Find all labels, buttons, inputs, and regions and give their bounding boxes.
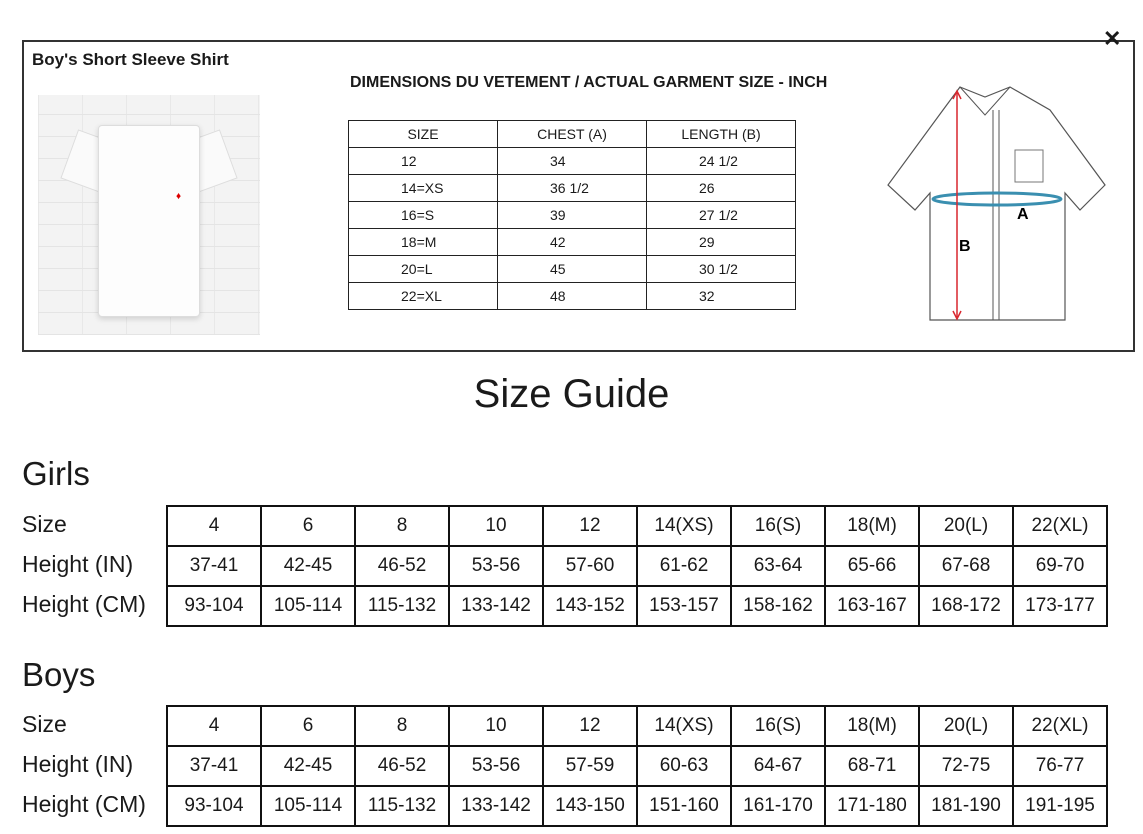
label-a: A xyxy=(1017,206,1029,223)
shirt-photo xyxy=(38,95,260,335)
table-cell: 6 xyxy=(261,706,355,746)
row-label: Size xyxy=(22,711,67,737)
table-cell: 37-41 xyxy=(167,746,261,786)
table-cell: 22=XL xyxy=(349,283,498,310)
table-cell: CHEST (A) xyxy=(498,121,647,148)
table-cell: 27 1/2 xyxy=(647,202,796,229)
table-row xyxy=(349,283,796,310)
table-cell: 68-71 xyxy=(825,746,919,786)
table-cell: 48 xyxy=(498,283,647,310)
table-cell: 57-60 xyxy=(543,546,637,586)
garment-size-heading: DIMENSIONS DU VETEMENT / ACTUAL GARMENT SIZE - INCH xyxy=(350,74,828,91)
table-cell: 39 xyxy=(498,202,647,229)
table-cell: 115-132 xyxy=(355,786,449,826)
table-row xyxy=(167,546,1107,586)
label-b: B xyxy=(959,238,971,255)
table-cell: 46-52 xyxy=(355,746,449,786)
shirt-measurement-diagram xyxy=(885,85,1110,325)
table-cell: 20(L) xyxy=(919,506,1013,546)
table-cell: 143-150 xyxy=(543,786,637,826)
table-cell: 4 xyxy=(167,706,261,746)
table-cell: 16=S xyxy=(349,202,498,229)
table-cell: 37-41 xyxy=(167,546,261,586)
row-label: Height (CM) xyxy=(22,591,146,617)
table-cell: 133-142 xyxy=(449,586,543,626)
table-cell: 12 xyxy=(349,148,498,175)
table-row xyxy=(349,202,796,229)
table-cell: 53-56 xyxy=(449,546,543,586)
table-cell: 133-142 xyxy=(449,786,543,826)
table-cell: 191-195 xyxy=(1013,786,1107,826)
table-cell: SIZE xyxy=(349,121,498,148)
table-cell: 30 1/2 xyxy=(647,256,796,283)
table-cell: 60-63 xyxy=(637,746,731,786)
table-cell: 63-64 xyxy=(731,546,825,586)
maple-leaf-icon: ♦ xyxy=(176,191,182,202)
table-cell: 53-56 xyxy=(449,746,543,786)
table-cell: 158-162 xyxy=(731,586,825,626)
table-cell: 42-45 xyxy=(261,546,355,586)
table-row xyxy=(167,506,1107,546)
table-cell: 29 xyxy=(647,229,796,256)
table-cell: 12 xyxy=(543,506,637,546)
section-title-boys: Boys xyxy=(22,656,96,693)
table-cell: 151-160 xyxy=(637,786,731,826)
table-cell: 64-67 xyxy=(731,746,825,786)
table-row xyxy=(167,786,1107,826)
table-cell: 36 1/2 xyxy=(498,175,647,202)
table-cell: LENGTH (B) xyxy=(647,121,796,148)
table-cell: 20=L xyxy=(349,256,498,283)
product-title: Boy's Short Sleeve Shirt xyxy=(32,50,229,69)
table-row xyxy=(349,175,796,202)
table-cell: 65-66 xyxy=(825,546,919,586)
table-cell: 10 xyxy=(449,706,543,746)
table-cell: 22(XL) xyxy=(1013,706,1107,746)
table-header-row xyxy=(349,121,796,148)
table-cell: 18(M) xyxy=(825,706,919,746)
table-cell: 45 xyxy=(498,256,647,283)
table-cell: 46-52 xyxy=(355,546,449,586)
table-cell: 16(S) xyxy=(731,506,825,546)
table-cell: 163-167 xyxy=(825,586,919,626)
table-cell: 161-170 xyxy=(731,786,825,826)
table-cell: 16(S) xyxy=(731,706,825,746)
table-cell: 14(XS) xyxy=(637,506,731,546)
section-title-girls: Girls xyxy=(22,455,90,492)
table-row xyxy=(349,256,796,283)
table-cell: 93-104 xyxy=(167,586,261,626)
table-cell: 61-62 xyxy=(637,546,731,586)
table-cell: 171-180 xyxy=(825,786,919,826)
table-cell: 143-152 xyxy=(543,586,637,626)
page-title: Size Guide xyxy=(473,372,670,416)
table-cell: 153-157 xyxy=(637,586,731,626)
table-cell: 14=XS xyxy=(349,175,498,202)
table-cell: 42 xyxy=(498,229,647,256)
table-cell: 4 xyxy=(167,506,261,546)
table-cell: 93-104 xyxy=(167,786,261,826)
size-table-girls xyxy=(166,505,1108,627)
table-cell: 22(XL) xyxy=(1013,506,1107,546)
table-cell: 24 1/2 xyxy=(647,148,796,175)
table-cell: 8 xyxy=(355,706,449,746)
table-cell: 105-114 xyxy=(261,786,355,826)
table-row xyxy=(167,746,1107,786)
table-cell: 76-77 xyxy=(1013,746,1107,786)
table-cell: 8 xyxy=(355,506,449,546)
table-cell: 42-45 xyxy=(261,746,355,786)
table-cell: 14(XS) xyxy=(637,706,731,746)
table-cell: 181-190 xyxy=(919,786,1013,826)
table-cell: 173-177 xyxy=(1013,586,1107,626)
table-cell: 18(M) xyxy=(825,506,919,546)
row-label: Height (IN) xyxy=(22,751,134,777)
table-row xyxy=(349,148,796,175)
row-label: Height (IN) xyxy=(22,551,134,577)
table-cell: 57-59 xyxy=(543,746,637,786)
table-cell: 26 xyxy=(647,175,796,202)
size-table-boys xyxy=(166,705,1108,827)
table-cell: 168-172 xyxy=(919,586,1013,626)
row-label: Height (CM) xyxy=(22,791,146,817)
table-cell: 20(L) xyxy=(919,706,1013,746)
table-cell: 12 xyxy=(543,706,637,746)
table-row xyxy=(167,586,1107,626)
table-cell: 18=M xyxy=(349,229,498,256)
table-cell: 72-75 xyxy=(919,746,1013,786)
garment-size-table xyxy=(348,120,796,310)
table-row xyxy=(349,229,796,256)
table-cell: 67-68 xyxy=(919,546,1013,586)
table-cell: 115-132 xyxy=(355,586,449,626)
close-icon[interactable]: ✕ xyxy=(1103,26,1122,51)
table-row xyxy=(167,706,1107,746)
table-cell: 32 xyxy=(647,283,796,310)
table-cell: 10 xyxy=(449,506,543,546)
table-cell: 34 xyxy=(498,148,647,175)
table-cell: 105-114 xyxy=(261,586,355,626)
table-cell: 69-70 xyxy=(1013,546,1107,586)
row-label: Size xyxy=(22,511,67,537)
table-cell: 6 xyxy=(261,506,355,546)
